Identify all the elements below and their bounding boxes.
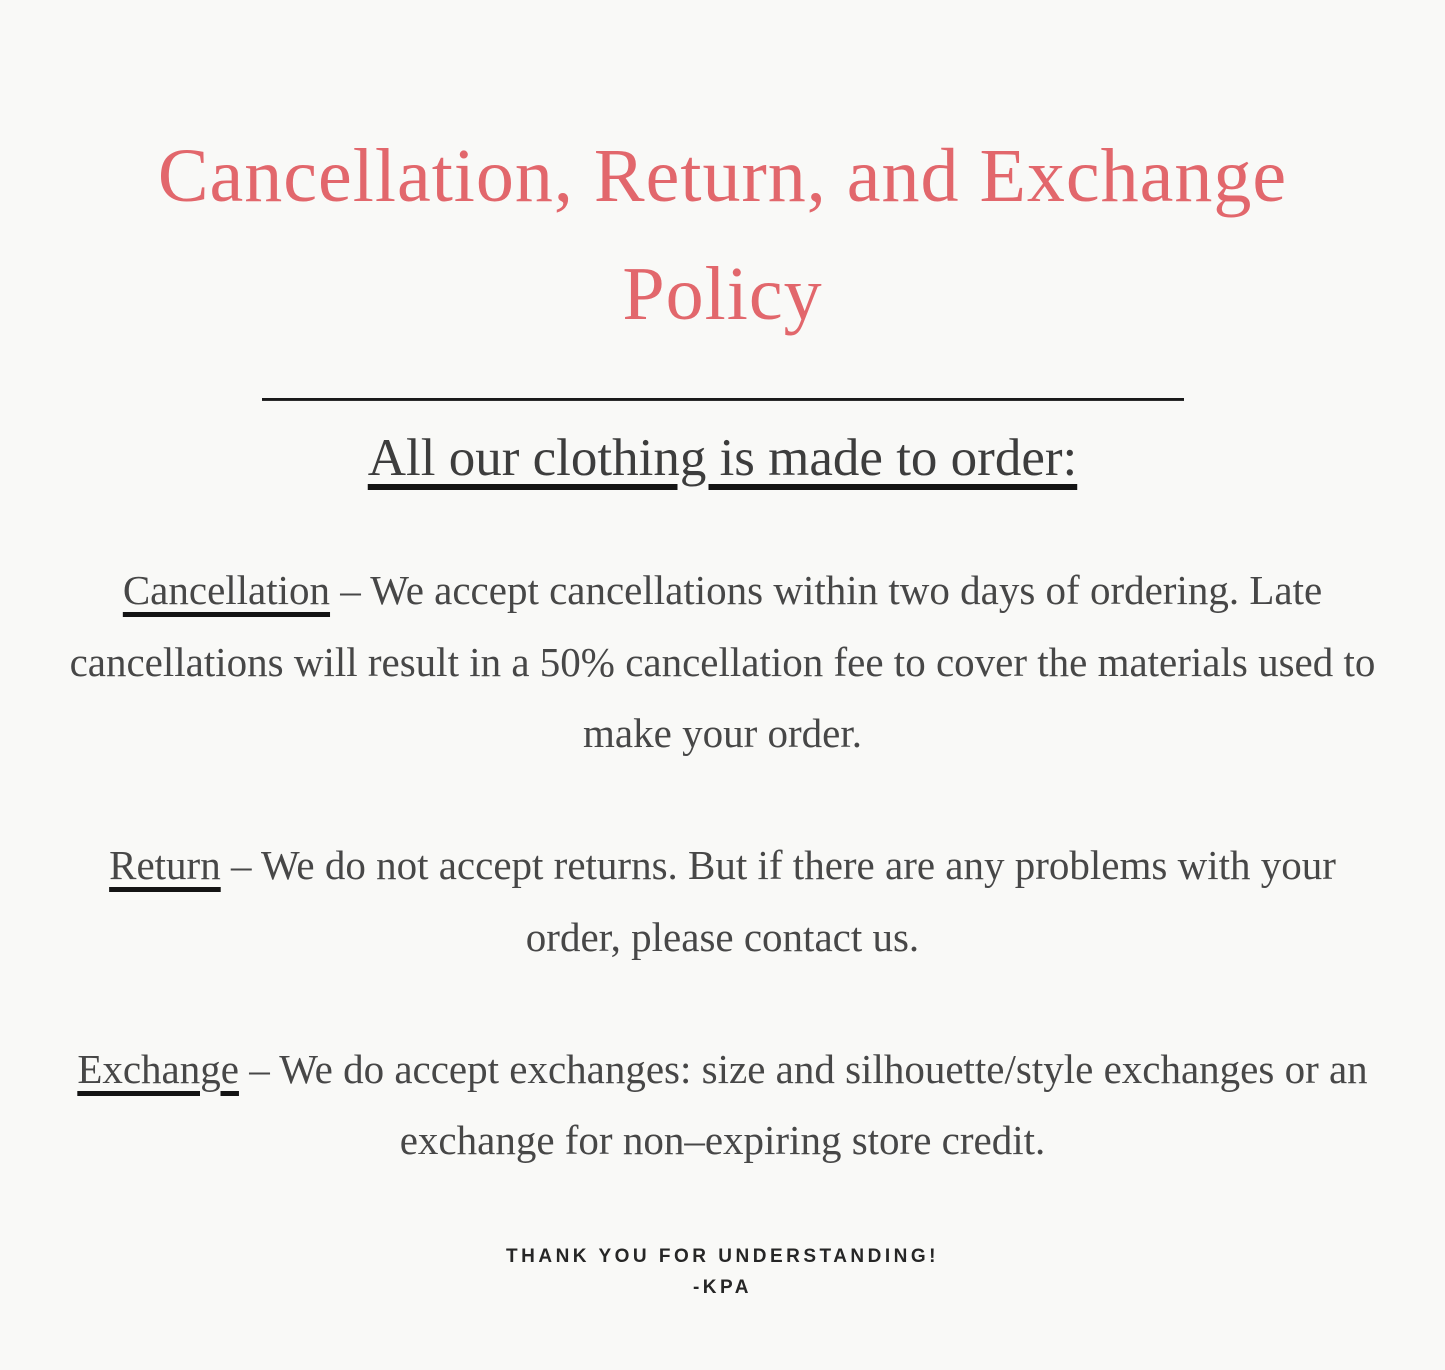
made-to-order-subtitle <box>0 421 1445 495</box>
exchange-body-text: We do accept exchanges: size and silhouette/style exchanges or an exchange for non–expiring store credit. <box>279 1045 1368 1164</box>
footer-signature: -KPA <box>692 1277 753 1299</box>
page-title <box>0 118 1445 354</box>
return-policy-paragraph <box>68 830 1378 974</box>
cancellation-heading: Cancellation <box>122 566 331 613</box>
cancellation-policy-paragraph <box>68 555 1378 770</box>
made-to-order-subtitle-text: All our clothing is made to order: <box>367 428 1078 487</box>
return-heading: Return <box>109 842 221 889</box>
title-divider <box>262 398 1184 401</box>
cancellation-body-text: We accept cancellations within two days of ordering. Late cancellations will result in a 50% cancellation fee to cover the materials used to make your order. <box>69 566 1376 757</box>
cancellation-dash: – <box>330 566 371 613</box>
footer <box>0 1241 1445 1304</box>
exchange-policy-paragraph <box>68 1034 1378 1178</box>
page-title-line2: Policy <box>622 251 823 336</box>
footer-thank-you-text: THANK YOU FOR UNDERSTANDING! <box>506 1246 939 1268</box>
exchange-dash: – <box>238 1045 280 1092</box>
page-title-line1: Cancellation, Return, and Exchange <box>157 134 1288 218</box>
return-dash: – <box>220 842 261 889</box>
return-body-text: We do not accept returns. But if there are any problems with your order, please contact us. <box>260 842 1336 960</box>
exchange-heading: Exchange <box>77 1045 239 1092</box>
